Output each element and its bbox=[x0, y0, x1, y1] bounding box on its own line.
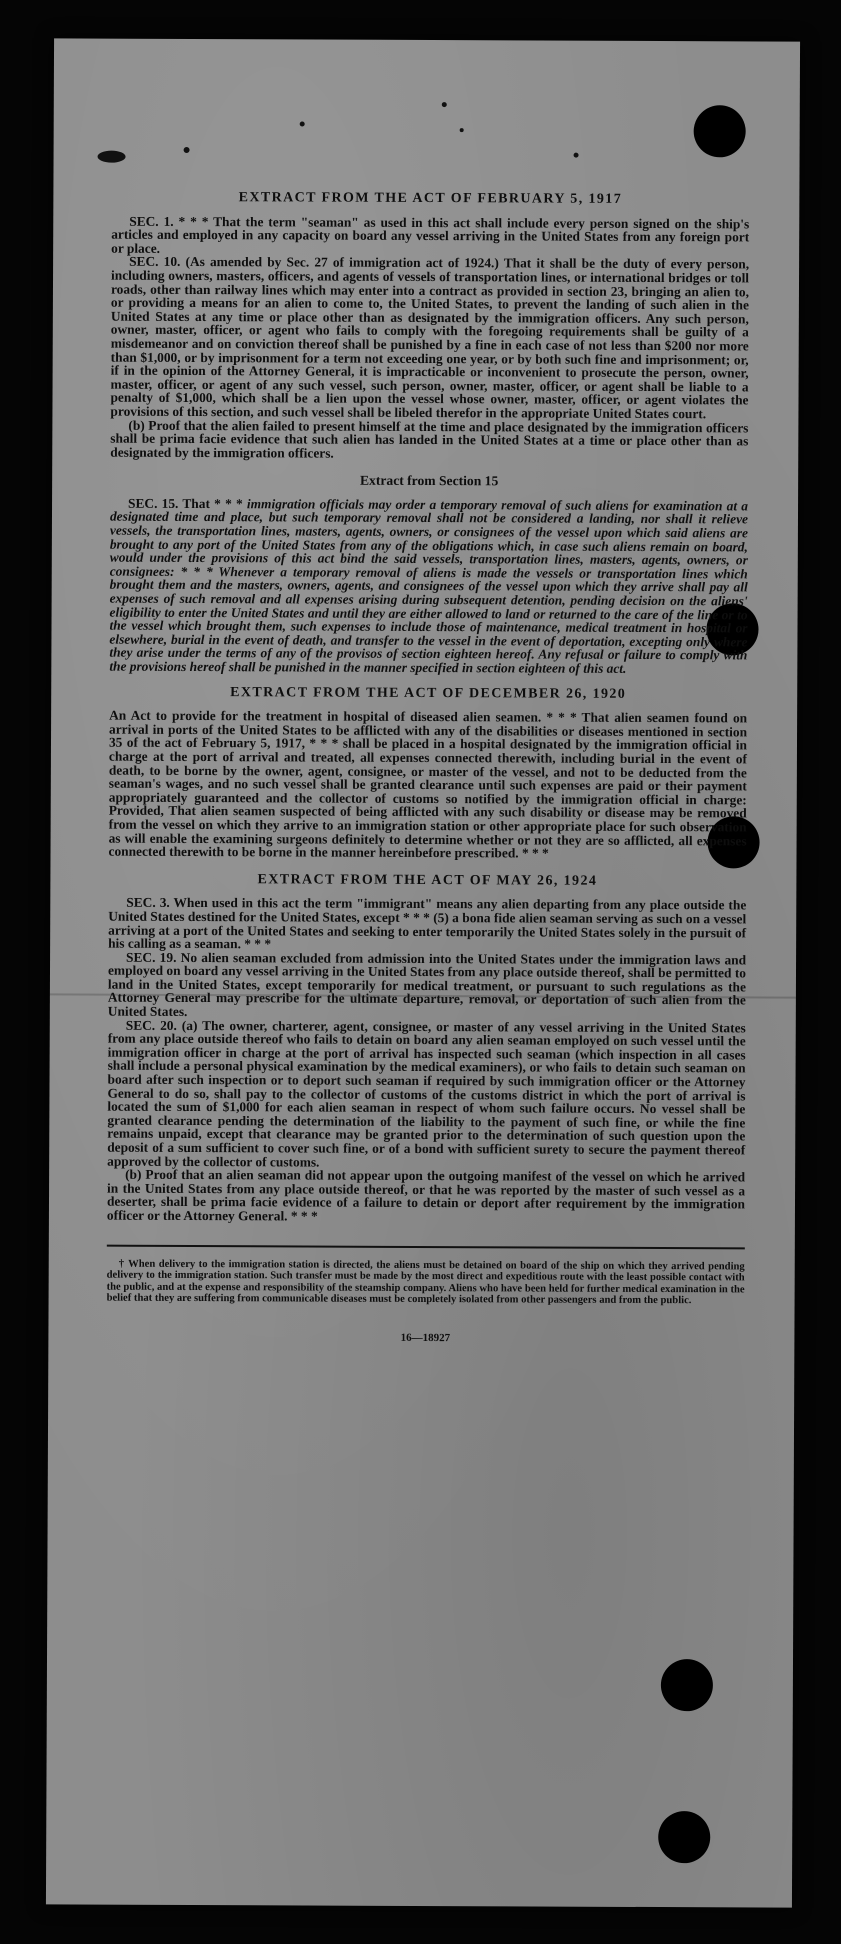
ink-speck bbox=[300, 121, 305, 126]
section-15 bbox=[109, 497, 748, 677]
section-15-text: immigration officials may order a temporary removal of such aliens for examination at a designated time and place, but such temporary removal shall not be considered a landing, nor shall it relieve vessels, the transportation lines, masters, agents, owners, or consignees of the vessel upon which said aliens are brought to any port of the United States from any of the obligations which, in case such aliens remain on board, would under the provisions of this act bind the said vessels, transportation lines, masters, agents, owners, or consignees: * * * Whenever a temporary removal of aliens is made the vessels or transportation lines which brought them and the masters, owners, agents, and consignees of the vessel upon which they arrive shall pay all expenses of such removal and all expenses arising during subsequent detention, pending decision on the aliens' eligibility to enter the United States and until they are either allowed to land or returned to the care of the line or to the vessel which brought them, such expenses to include those of maintenance, medical treatment in hospital or elsewhere, burial in the event of death, and transfer to the vessel in the event of deportation, excepting only where they arise under the terms of any of the provisos of section eighteen hereof. Any refusal or failure to comply with the provisions hereof shall be punished in the manner specified in section eighteen of this act. bbox=[109, 496, 749, 676]
subheading-section-15: Extract from Section 15 bbox=[359, 473, 499, 489]
section-19: SEC. 19. No alien seaman excluded from admission into the United States under the immigration laws and employed on board any vessel arriving in the United States from any place outside thereof, shall be permitted to land in the United States, except temporarily for medical treatment, or pursuant to such regulations as the Attorney General may prescribe for the ultimate departure, removal, or deportation of such alien from the United States. bbox=[107, 949, 747, 1020]
section-20-b: (b) Proof that an alien seaman did not appear upon the outgoing manifest of the vessel on which he arrived in the United States from any place outside thereof, or that he was reported by the master of such vessel as a deserter, shall be prima facie evidence of a failure to detain or deport after requirement by the immigration officer or the Attorney General. * * * bbox=[106, 1166, 746, 1224]
section-1: SEC. 1. * * * That the term "seaman" as used in this act shall include every person signed on the ship's articles and employed in any capacity on board any vessel arriving in the United States from any foreign port or place. bbox=[111, 213, 750, 256]
document-body bbox=[106, 191, 749, 1347]
section-10-b: (b) Proof that the alien failed to present himself at the time and place designated by the immigration officers shall be prima facie evidence that such alien has landed in the United States at a time or place other than as designated by the immigration officers. bbox=[110, 417, 749, 461]
section-3: SEC. 3. When used in this act the term "immigrant" means any alien departing from any place outside the United States destined for the United States, except * * * (5) a bona fide alien seaman serving as such on a vessel arriving at a port of the United States and seeking to enter temporarily the United States solely in the pursuit of his calling as a seaman. * * * bbox=[108, 895, 747, 952]
punch-hole bbox=[661, 1659, 713, 1711]
footnote bbox=[107, 1258, 745, 1307]
ink-smudge bbox=[98, 151, 126, 163]
section-20-a: SEC. 20. (a) The owner, charterer, agent, consignee, or master of any vessel arriving in the United States from any place outside thereof who fails to detain on board any alien seaman employed on such vessel until the immigration officer in charge at the port of arrival has inspected such seaman (which inspection in all cases shall include a personal physical examination by the medical examiners), or who fails to detain such seaman on board after such inspection or to deport such seaman if required by such immigration officer or the Attorney General to do so, shall pay to the collector of customs of the customs district in which the port of arrival is located the sum of $1,000 for each alien seaman in respect of whom such failure occurs. No vessel shall be granted clearance pending the determination of the liability to the payment of such fine, or while the fine remains unpaid, except that clearance may be granted prior to the determination of such question upon the deposit of a sum sufficient to cover such fine, or of a bond with sufficient surety to secure the payment thereof approved by the collector of customs. bbox=[107, 1017, 746, 1170]
heading-act-1920: EXTRACT FROM THE ACT OF DECEMBER 26, 1920 bbox=[230, 684, 627, 702]
punch-hole bbox=[694, 105, 746, 157]
ink-speck bbox=[184, 147, 190, 153]
ink-speck bbox=[574, 153, 579, 158]
heading-act-1924: EXTRACT FROM THE ACT OF MAY 26, 1924 bbox=[257, 871, 598, 889]
act-1920-text: An Act to provide for the treatment in hospital of diseased alien seamen. * * * That alien seamen found on arrival in ports of the United States to be afflicted with any of the disabilities or diseases mentioned in section 35 of the act of February 5, 1917, * * * shall be placed in a hospital designated by the immigration official in charge at the port of arrival and treated, all expenses connected therewith, including burial in the event of death, to be borne by the owner, agent, consignee, or master of the vessel, and not to be deducted from the seaman's wages, and no such vessel shall be granted clearance until such expenses are paid or their payment appropriately guaranteed and the collector of customs so notified by the immigration official in charge: Provided, That alien seamen suspected of being afflicted with any such disability or disease may be removed from the vessel on which they arrive to an immigration station or other appropriate place for such observation as will enable the examining surgeons definitely to determine whether or not they are so afflicted, all expenses connected therewith to be borne in the manner hereinbefore prescribed. * * * bbox=[108, 707, 748, 861]
footnote-divider bbox=[107, 1244, 745, 1249]
heading-act-1917: EXTRACT FROM THE ACT OF FEBRUARY 5, 1917 bbox=[238, 190, 623, 207]
form-number: 16—18927 bbox=[400, 1331, 451, 1345]
section-10: SEC. 10. (As amended by Sec. 27 of immigration act of 1924.) That it shall be the duty of every person, including owners, masters, officers, and agents of vessels of transportation lines, or international bridges or toll roads, other than railway lines which may enter into a contract as provided in section 23, bringing an alien to, or providing a means for an alien to come to, the United States, to prevent the landing of such alien in the United States at any time or place other than as designated by the immigration officers. Any such person, owner, master, officer, or agent who fails to comply with the foregoing requirements shall be guilty of a misdemeanor and on conviction thereof shall be punished by a fine in each case of not less than $200 nor more than $1,000, or by imprisonment for a term not exceeding one year, or by both such fine and imprisonment; or, if in the opinion of the Attorney General, it is impracticable or inconvenient to prosecute the person, owner, master, officer, or agent of any such vessel, such person, owner, master, officer, or agent shall be liable to a penalty of $1,000, which shall be a lien upon the vessel whose owner, master, officer, or agent violates the provisions of this section, and such vessel shall be libeled therefor in the appropriate United States court. bbox=[110, 254, 750, 422]
section-15-lead: SEC. 15. That * * * bbox=[128, 495, 247, 512]
punch-hole bbox=[658, 1811, 710, 1863]
document-page bbox=[46, 38, 800, 1907]
ink-speck bbox=[460, 128, 464, 132]
ink-speck bbox=[442, 102, 447, 107]
footnote-text: † When delivery to the immigration station is directed, the aliens must be detained on board of the ship on which they arrived pending delivery to the immigration station. Such transfer must be made by the most direct and expeditious route with the least possible contact with the public, and at the expense and responsibility of the steamship company. Aliens who have been held for further medical examination in the belief that they are suffering from communicable diseases must be completely isolated from other passengers and from the public. bbox=[106, 1258, 745, 1307]
